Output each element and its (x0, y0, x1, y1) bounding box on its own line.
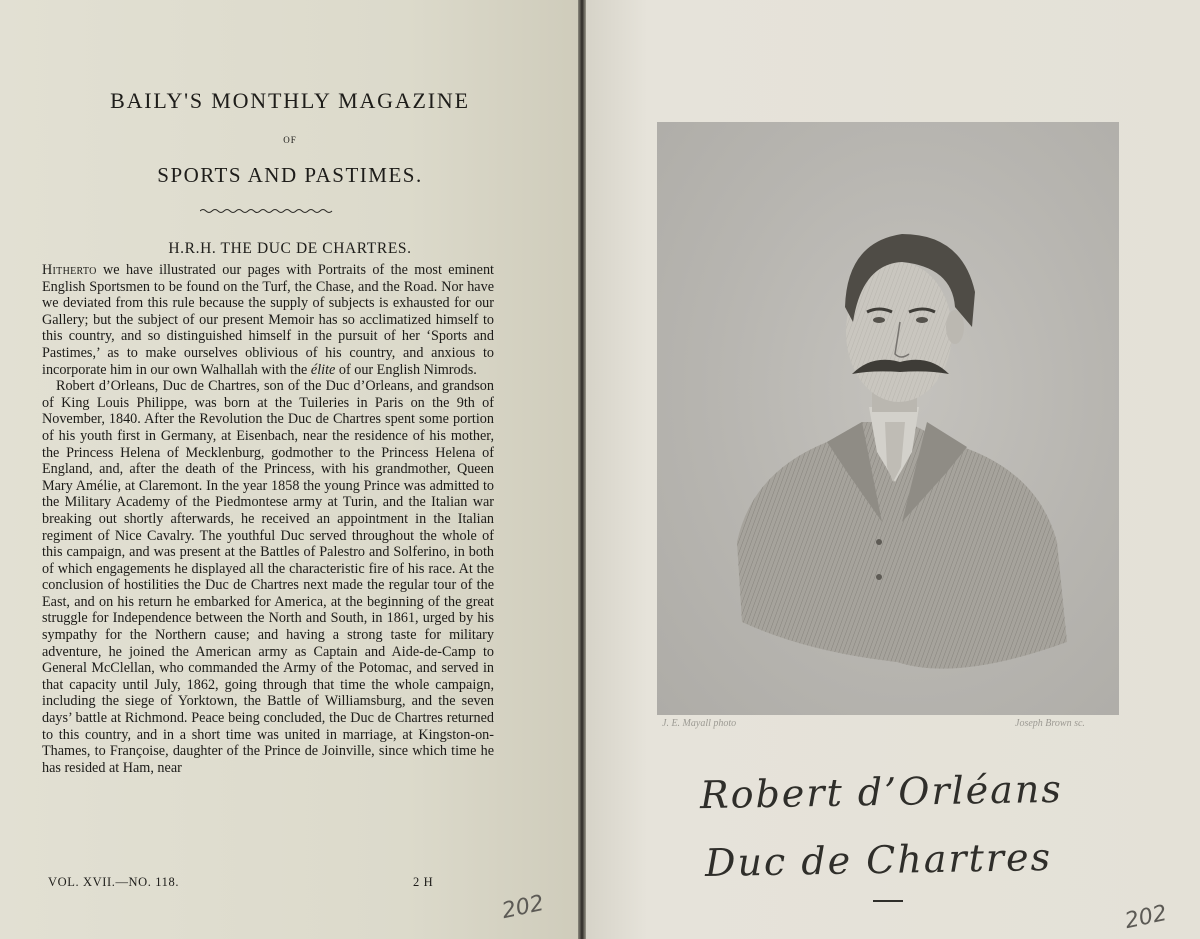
photographer-credit: J. E. Mayall photo (662, 718, 737, 729)
engraver-credit: Joseph Brown sc. (1015, 718, 1085, 729)
handwritten-dash (873, 900, 903, 902)
portrait-figure (657, 122, 1119, 715)
paragraph-1-text-a: we have illustrated our pages with Portraits of the most eminent English Sportsmen to be found on the Turf, the Chase, and the Road. Nor have we deviated from this rule because the supply of subjects is exhausted for our Gallery; but the subject of our present Memoir has so acclimatized himself to this country, and so distinguished himself in the pursuit of her ‘Sports and Pastimes,’ as to make ourselves oblivious of his country, and anxious to incorporate him in our own Walhallah with the (42, 262, 494, 378)
magazine-of: OF (283, 135, 297, 145)
left-page (0, 0, 580, 939)
handwritten-name-line-2: Duc de Chartres (704, 834, 1053, 886)
magazine-subtitle: SPORTS AND PASTIMES. (157, 163, 423, 187)
elite-word: élite (310, 361, 336, 378)
footer-signature: 2 H (413, 875, 434, 889)
book-gutter (578, 0, 586, 939)
pencil-page-number-right: 202 (1122, 900, 1170, 935)
footer-volume: VOL. XVII.—NO. 118. (48, 875, 180, 889)
wavy-rule (200, 207, 335, 215)
magazine-title: BAILY'S MONTHLY MAGAZINE (110, 88, 470, 113)
paragraph-1 (42, 262, 494, 378)
pencil-page-number-left: 202 (499, 890, 547, 925)
paragraph-2: Robert d’Orleans, Duc de Chartres, son of the Duc d’Orleans, and grandson of King Louis Philippe, was born at the Tuileries in Paris on the 9th of November, 1840. After the Revolution the Duc de Chartres spent some portion of his youth first in Germany, at Eisenbach, near the residence of his mother, the Princess Helena of Mecklenburg, godmother to the Princess Helena of England, and, after the death of the Princess, with his grandmother, Queen Mary Amélie, at Claremont. In the year 1858 the young Prince was admitted to the Military Academy of the Piedmontese army at Turin, and the Italian war breaking out shortly afterwards, he received an appointment in the Italian regiment of Nice Cavalry. The youthful Duc served throughout the whole of this campaign, and was present at the Battles of Palestro and Solferino, in both of which engagements he displayed all the characteristic fire of his race. At the conclusion of hostilities the Duc de Chartres next made the regular tour of the East, and on his return he embarked for America, at the beginning of the great struggle for Independence between the North and South, in 1861, urged by his sympathy for the Northern cause; and having a strong taste for military adventure, he joined the American army as Captain and Aide-de-Camp to General McClellan, who commanded the Army of the Potomac, and served in that capacity until July, 1862, going through that time the whole campaign, including the siege of Yorktown, the Battle of Williamsburg, and the seven days’ battle at Richmond. Peace being concluded, the Duc de Chartres returned to this country, and in a short time was united in marriage, at Kingston-on-Thames, to Françoise, daughter of the Prince de Joinville, since which time he has resided at Ham, near (42, 378, 494, 776)
portrait-engraving (657, 122, 1119, 715)
article-title: H.R.H. THE DUC DE CHARTRES. (168, 240, 412, 257)
handwritten-name-line-1: Robert d’Orléans (699, 766, 1064, 818)
article-body (42, 262, 494, 776)
lead-word: Hitherto (42, 262, 97, 278)
paragraph-1-text-b: of our English Nimrods. (335, 361, 477, 378)
